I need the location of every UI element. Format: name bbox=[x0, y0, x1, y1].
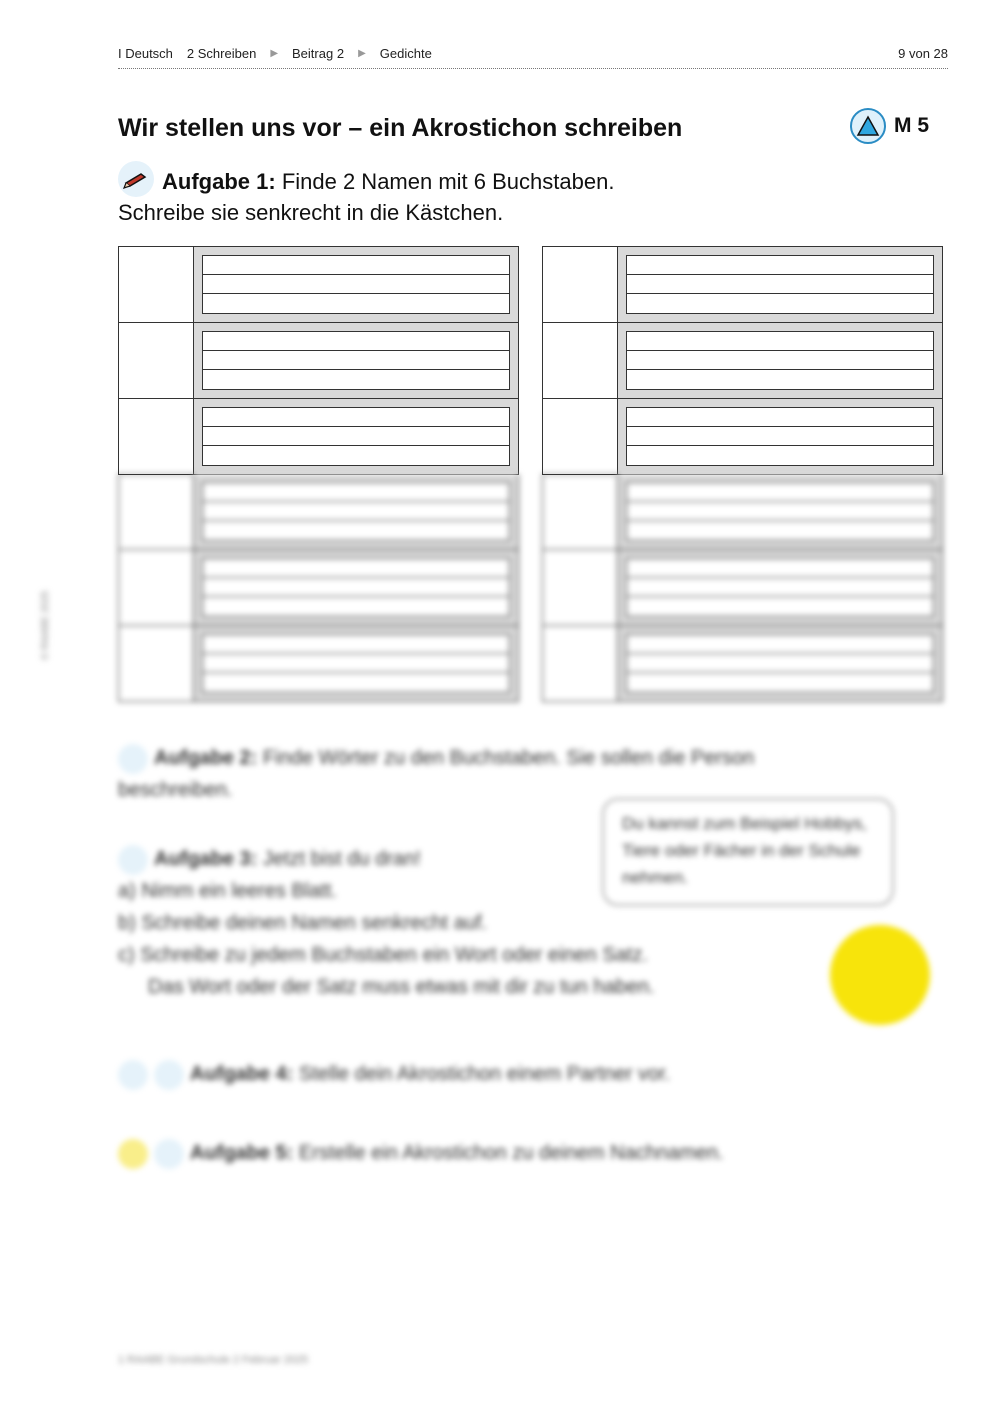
letter-box[interactable] bbox=[542, 626, 618, 702]
task-5 bbox=[118, 1137, 724, 1169]
writing-lines[interactable] bbox=[618, 474, 943, 550]
writing-lines[interactable] bbox=[194, 626, 519, 702]
letter-box[interactable] bbox=[118, 550, 194, 626]
letter-box[interactable] bbox=[542, 247, 618, 323]
task-3-b: b) Schreibe deinen Namen senkrecht auf. bbox=[118, 912, 488, 934]
task-4-label: Aufgabe 4: bbox=[190, 1063, 294, 1085]
task-3-a: a) Nimm ein leeres Blatt. bbox=[118, 880, 337, 902]
writing-lines[interactable] bbox=[618, 247, 943, 323]
writing-grid-right-lower bbox=[542, 474, 943, 702]
task-2-text: Finde Wörter zu den Buchstaben. Sie sollen die Person bbox=[262, 747, 755, 769]
page-header bbox=[118, 44, 948, 69]
task-3-text: Jetzt bist du dran! bbox=[262, 848, 421, 870]
letter-box[interactable] bbox=[542, 550, 618, 626]
task-3-c-2: Das Wort oder der Satz muss etwas mit dir zu tun haben. bbox=[148, 976, 655, 998]
writing-lines[interactable] bbox=[194, 323, 519, 399]
arrow-right-icon: ▶ bbox=[358, 48, 366, 59]
writing-grid-left bbox=[118, 246, 519, 475]
breadcrumb bbox=[118, 46, 432, 61]
task-1-label: Aufgabe 1: bbox=[162, 169, 276, 194]
task-4-text: Stelle dein Akrostichon einem Partner vor. bbox=[298, 1063, 671, 1085]
letter-box[interactable] bbox=[118, 399, 194, 475]
speech-icon bbox=[154, 1060, 184, 1090]
breadcrumb-chapter: 2 Schreiben bbox=[186, 46, 257, 61]
triangle-icon bbox=[850, 108, 886, 144]
writing-lines[interactable] bbox=[194, 474, 519, 550]
writing-lines[interactable] bbox=[618, 399, 943, 475]
arrow-right-icon: ▶ bbox=[270, 48, 279, 59]
writing-lines[interactable] bbox=[194, 550, 519, 626]
letter-box[interactable] bbox=[542, 399, 618, 475]
letter-box[interactable] bbox=[118, 626, 194, 702]
task-1-text-2: Schreibe sie senkrecht in die Kästchen. bbox=[118, 200, 504, 225]
writing-grid-right bbox=[542, 246, 943, 475]
star-icon bbox=[118, 1139, 148, 1169]
task-1 bbox=[118, 166, 614, 228]
writing-lines[interactable] bbox=[194, 247, 519, 323]
sun-mascot-icon bbox=[830, 925, 930, 1025]
task-2-text-2: beschreiben. bbox=[118, 779, 233, 801]
pencil-icon bbox=[118, 161, 154, 197]
task-4 bbox=[118, 1058, 670, 1090]
task-1-text: Finde 2 Namen mit 6 Buchstaben. bbox=[281, 169, 615, 194]
letter-box[interactable] bbox=[542, 323, 618, 399]
page-number: 9 von 28 bbox=[898, 46, 948, 61]
page-footer: 1 RAABE Grundschule 2 Februar 2025 bbox=[118, 1354, 309, 1366]
writing-lines[interactable] bbox=[618, 323, 943, 399]
task-5-label: Aufgabe 5: bbox=[190, 1142, 294, 1164]
speech-bubble: Du kannst zum Beispiel Hobbys, Tiere oder Fächer in der Schule nehmen. bbox=[602, 798, 894, 906]
material-code: M 5 bbox=[894, 114, 930, 137]
task-2 bbox=[118, 742, 754, 806]
pencil-icon bbox=[118, 845, 148, 875]
breadcrumb-subject: I Deutsch bbox=[118, 46, 173, 61]
breadcrumb-article: Beitrag 2 bbox=[292, 46, 345, 61]
writing-lines[interactable] bbox=[618, 626, 943, 702]
task-2-label: Aufgabe 2: bbox=[154, 747, 258, 769]
task-5-text: Erstelle ein Akrostichon zu deinem Nachnamen. bbox=[298, 1142, 724, 1164]
letter-box[interactable] bbox=[118, 474, 194, 550]
material-badge bbox=[850, 108, 929, 144]
writing-lines[interactable] bbox=[194, 399, 519, 475]
breadcrumb-topic: Gedichte bbox=[379, 46, 432, 61]
letter-box[interactable] bbox=[542, 474, 618, 550]
page-title: Wir stellen uns vor – ein Akrostichon schreiben bbox=[118, 114, 683, 142]
side-copyright: © RAABE 2025 bbox=[40, 590, 51, 660]
task-3 bbox=[118, 843, 655, 1003]
letter-box[interactable] bbox=[118, 323, 194, 399]
writing-lines[interactable] bbox=[618, 550, 943, 626]
task-3-label: Aufgabe 3: bbox=[154, 848, 258, 870]
pencil-icon bbox=[118, 744, 148, 774]
partner-icon bbox=[118, 1060, 148, 1090]
writing-grid-left-lower bbox=[118, 474, 519, 702]
pencil-icon bbox=[154, 1139, 184, 1169]
task-3-c: c) Schreibe zu jedem Buchstaben ein Wort oder einen Satz. bbox=[118, 944, 648, 966]
letter-box[interactable] bbox=[118, 247, 194, 323]
